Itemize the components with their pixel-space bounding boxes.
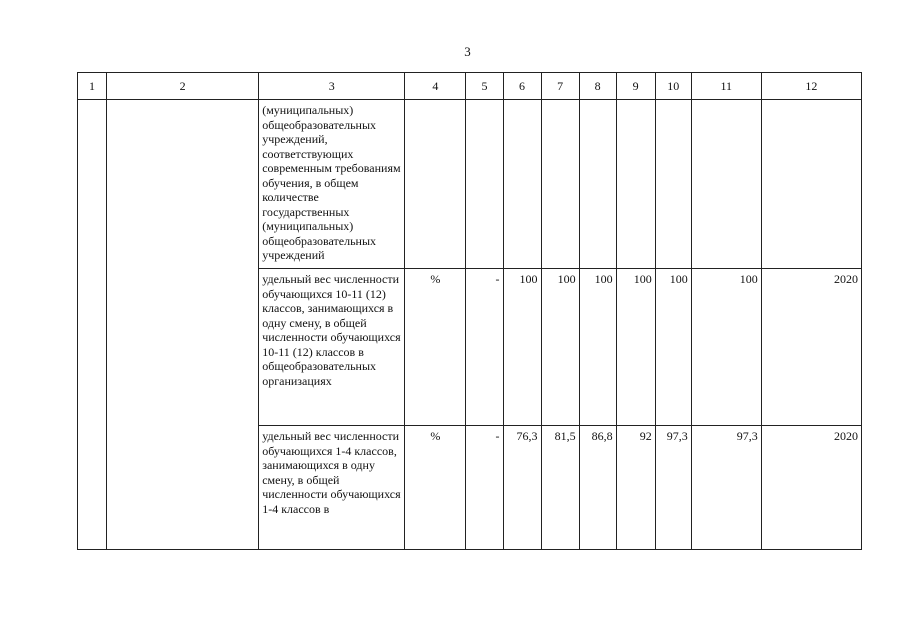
value-cell-col6: 76,3 bbox=[503, 426, 541, 550]
value-cell-col5: - bbox=[466, 269, 503, 426]
value-cell-col7 bbox=[541, 100, 579, 269]
header-cell-12: 12 bbox=[761, 73, 861, 100]
value-cell-col9 bbox=[616, 100, 655, 269]
unit-cell bbox=[405, 100, 466, 269]
value-cell-col8: 86,8 bbox=[579, 426, 616, 550]
value-cell-col10 bbox=[655, 100, 691, 269]
header-cell-7: 7 bbox=[541, 73, 579, 100]
value-cell-col10: 100 bbox=[655, 269, 691, 426]
indicators-table bbox=[77, 72, 862, 550]
indicator-name-cell: удельный вес численности обучающихся 1-4 классов, занимающихся в одну смену, в общей численности обучающихся 1-4 классов в bbox=[259, 426, 405, 550]
header-cell-2: 2 bbox=[107, 73, 259, 100]
table-row bbox=[78, 100, 862, 269]
header-cell-9: 9 bbox=[616, 73, 655, 100]
header-cell-6: 6 bbox=[503, 73, 541, 100]
value-cell-col8 bbox=[579, 100, 616, 269]
value-cell-col7: 81,5 bbox=[541, 426, 579, 550]
indicator-name-cell: удельный вес численности обучающихся 10-11 (12) классов, занимающихся в одну смену, в общей численности обучающихся 10-11 (12) классов в общеобразовательных организациях bbox=[259, 269, 405, 426]
value-cell-col11 bbox=[691, 100, 761, 269]
value-cell-col7: 100 bbox=[541, 269, 579, 426]
header-cell-10: 10 bbox=[655, 73, 691, 100]
value-cell-col5 bbox=[466, 100, 503, 269]
page-number: 3 bbox=[464, 44, 471, 59]
unit-cell: % bbox=[405, 269, 466, 426]
year-cell: 2020 bbox=[761, 269, 861, 426]
year-cell: 2020 bbox=[761, 426, 861, 550]
value-cell-col5: - bbox=[466, 426, 503, 550]
header-cell-11: 11 bbox=[691, 73, 761, 100]
header-cell-5: 5 bbox=[466, 73, 503, 100]
value-cell-col9: 92 bbox=[616, 426, 655, 550]
row-group-col2 bbox=[107, 100, 259, 550]
value-cell-col6 bbox=[503, 100, 541, 269]
unit-cell: % bbox=[405, 426, 466, 550]
year-cell bbox=[761, 100, 861, 269]
header-cell-8: 8 bbox=[579, 73, 616, 100]
value-cell-col11: 97,3 bbox=[691, 426, 761, 550]
value-cell-col8: 100 bbox=[579, 269, 616, 426]
value-cell-col10: 97,3 bbox=[655, 426, 691, 550]
value-cell-col6: 100 bbox=[503, 269, 541, 426]
row-group-col1 bbox=[78, 100, 107, 550]
value-cell-col9: 100 bbox=[616, 269, 655, 426]
table-header-row bbox=[78, 73, 862, 100]
indicator-name-cell: (муниципальных) общеобразовательных учреждений, соответствующих современным требованиям обучения, в общем количестве государственных (муниципальных) общеобразовательных учреждений bbox=[259, 100, 405, 269]
header-cell-4: 4 bbox=[405, 73, 466, 100]
header-cell-3: 3 bbox=[259, 73, 405, 100]
value-cell-col11: 100 bbox=[691, 269, 761, 426]
header-cell-1: 1 bbox=[78, 73, 107, 100]
